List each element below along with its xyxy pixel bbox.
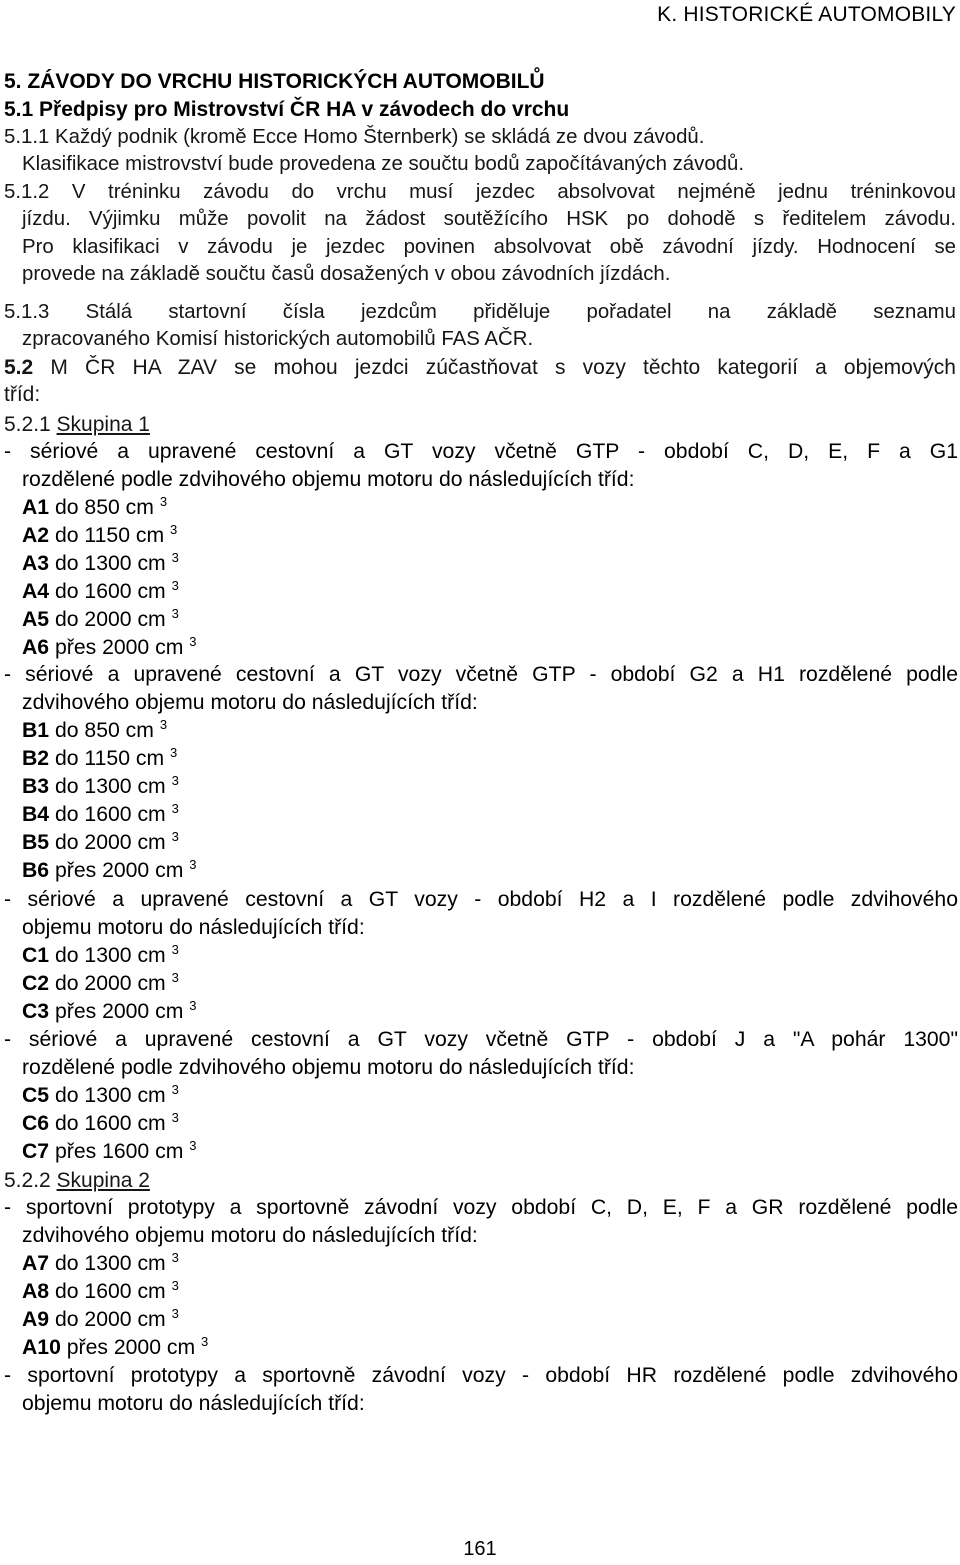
unit-exponent: 3 (189, 1138, 197, 1153)
class-code: C7 (22, 1140, 50, 1163)
class-limit: do 1300 cm (49, 775, 166, 798)
unit-exponent: 3 (189, 857, 197, 872)
paragraph-5-1-2 (4, 179, 956, 288)
class-limit: do 1150 cm (49, 747, 165, 770)
class-limit: do 1600 cm (49, 580, 166, 603)
class-code: A5 (22, 608, 50, 631)
class-code: A9 (22, 1308, 50, 1331)
class-item (22, 829, 958, 857)
category-line: rozdělené podle zdvihového objemu motoru do následujících tříd: (22, 1056, 635, 1079)
class-item (22, 717, 958, 745)
class-item (22, 606, 958, 634)
class-code: A3 (22, 552, 50, 575)
category-line: - sériové a upravené cestovní a GT vozy včetně GTP - období C, D, E, F a G1 (4, 440, 958, 463)
category-line: objemu motoru do následujících tříd: (22, 1392, 365, 1415)
category-block (4, 1194, 958, 1362)
running-header: K. HISTORICKÉ AUTOMOBILY (657, 3, 956, 26)
unit-exponent: 3 (171, 773, 179, 788)
unit-exponent: 3 (170, 745, 178, 760)
class-code: C5 (22, 1084, 50, 1107)
class-limit: do 2000 cm (49, 831, 166, 854)
group-title: Skupina 1 (56, 413, 150, 436)
class-item (22, 522, 958, 550)
class-item (22, 578, 958, 606)
text-line: Pro klasifikaci v závodu je jezdec povinen absolvovat obě závodní jízdy. Hodnocení se (22, 235, 956, 258)
text-line: provede na základě součtu časů dosažených v obou závodních jízdách. (22, 262, 671, 285)
class-code: A10 (22, 1336, 61, 1359)
class-limit: do 1600 cm (49, 1280, 166, 1303)
class-item (22, 550, 958, 578)
unit-exponent: 3 (171, 1306, 179, 1321)
unit-exponent: 3 (171, 550, 179, 565)
unit-exponent: 3 (201, 1334, 209, 1349)
class-item (22, 1334, 958, 1362)
unit-exponent: 3 (170, 522, 178, 537)
unit-exponent: 3 (159, 494, 168, 509)
text-line: 5.1.3 Stálá startovní čísla jezdcům přiděluje pořadatel na základě seznamu (4, 301, 956, 323)
section-number: 5.2.1 (4, 413, 57, 436)
text-line: 5.1.2 V tréninku závodu do vrchu musí jezdec absolvovat nejméně jednu tréninkovou (4, 181, 956, 203)
text-line: jízdu. Výjimku může povolit na žádost soutěžícího HSK po dohodě s ředitelem závodu. (22, 208, 956, 231)
class-item (22, 942, 958, 970)
class-code: B5 (22, 831, 50, 854)
class-list (4, 1082, 958, 1166)
class-code: B6 (22, 859, 50, 882)
class-limit: do 2000 cm (49, 608, 166, 631)
heading-5-2-1 (4, 411, 956, 438)
class-limit: do 1600 cm (49, 1112, 166, 1135)
paragraph-5-1-3 (4, 299, 956, 354)
category-block (4, 1362, 958, 1418)
unit-exponent: 3 (171, 1082, 179, 1097)
class-limit: přes 2000 cm (49, 1000, 184, 1023)
category-line: zdvihového objemu motoru do následujících tříd: (22, 1224, 478, 1247)
class-limit: do 2000 cm (49, 1308, 166, 1331)
unit-exponent: 3 (171, 829, 179, 844)
category-block (4, 661, 958, 885)
group-title: Skupina 2 (56, 1169, 150, 1192)
unit-exponent: 3 (171, 1250, 179, 1265)
class-item (22, 1250, 958, 1278)
unit-exponent: 3 (189, 634, 197, 649)
category-line: rozdělené podle zdvihového objemu motoru do následujících tříd: (22, 468, 635, 491)
category-line: zdvihového objemu motoru do následujících tříd: (22, 691, 478, 714)
unit-exponent: 3 (171, 942, 179, 957)
unit-exponent: 3 (171, 1278, 179, 1293)
class-limit: přes 2000 cm (60, 1336, 196, 1359)
unit-exponent: 3 (189, 998, 197, 1013)
text-line: zpracovaného Komisí historických automobilů FAS AČR. (22, 328, 534, 351)
class-list (4, 494, 958, 662)
class-code: C1 (22, 944, 50, 967)
class-list (4, 717, 958, 885)
class-limit: do 1600 cm (49, 803, 166, 826)
class-code: C3 (22, 1000, 50, 1023)
class-code: A1 (22, 496, 50, 519)
class-item (22, 857, 958, 885)
titles (4, 68, 569, 124)
category-block (4, 886, 958, 1026)
class-item (22, 1110, 958, 1138)
section-title: 5.1 Předpisy pro Mistrovství ČR HA v závodech do vrchu (4, 98, 570, 121)
unit-exponent: 3 (171, 1110, 179, 1125)
class-limit: do 1150 cm (49, 524, 165, 547)
class-code: C2 (22, 972, 50, 995)
class-code: A2 (22, 524, 50, 547)
class-limit: přes 2000 cm (49, 636, 184, 659)
chapter-title: 5. ZÁVODY DO VRCHU HISTORICKÝCH AUTOMOBILŮ (4, 70, 545, 93)
category-line: - sériové a upravené cestovní a GT vozy včetně GTP - období J a "A pohár 1300" (4, 1028, 958, 1051)
class-list (4, 1250, 958, 1362)
paragraph-5-1-1 (4, 124, 956, 179)
class-code: A6 (22, 636, 50, 659)
page-number: 161 (463, 1538, 497, 1560)
class-code: A7 (22, 1252, 50, 1275)
unit-exponent: 3 (171, 801, 179, 816)
class-code: A4 (22, 580, 50, 603)
category-line: - sériové a upravené cestovní a GT vozy - období H2 a I rozdělené podle zdvihového (4, 888, 958, 911)
class-limit: do 2000 cm (49, 972, 166, 995)
class-item (22, 1306, 958, 1334)
class-limit: do 1300 cm (49, 1252, 166, 1275)
category-line: - sportovní prototypy a sportovně závodní vozy období C, D, E, F a GR rozdělené podle (4, 1196, 958, 1219)
category-block (4, 438, 958, 662)
class-item (22, 1278, 958, 1306)
category-line: - sériové a upravené cestovní a GT vozy včetně GTP - období G2 a H1 rozdělené podle (4, 663, 958, 686)
class-code: B2 (22, 747, 50, 770)
section-number: 5.2 (4, 356, 34, 379)
class-item (22, 998, 958, 1026)
class-item (22, 634, 958, 662)
unit-exponent: 3 (171, 970, 179, 985)
text-line: Klasifikace mistrovství bude provedena ze součtu bodů započítávaných závodů. (22, 153, 745, 176)
class-limit: přes 2000 cm (49, 859, 184, 882)
class-item (22, 1082, 958, 1110)
class-code: A8 (22, 1280, 50, 1303)
heading-5-2-2 (4, 1167, 956, 1194)
class-item (22, 773, 958, 801)
class-code: C6 (22, 1112, 50, 1135)
category-line: - sportovní prototypy a sportovně závodní vozy - období HR rozdělené podle zdvihového (4, 1364, 958, 1387)
class-code: B1 (22, 719, 50, 742)
unit-exponent: 3 (159, 717, 168, 732)
unit-exponent: 3 (171, 578, 179, 593)
class-limit: do 1300 cm (49, 1084, 166, 1107)
class-limit: přes 1600 cm (49, 1140, 184, 1163)
category-block (4, 1026, 958, 1166)
class-item (22, 745, 958, 773)
class-item (22, 1138, 958, 1166)
class-limit: do 1300 cm (49, 552, 166, 575)
class-item (22, 801, 958, 829)
class-code: B4 (22, 803, 50, 826)
class-limit: do 1300 cm (49, 944, 166, 967)
class-item (22, 494, 958, 522)
class-limit: do 850 cm (49, 496, 154, 519)
text-line: M ČR HA ZAV se mohou jezdci zúčastňovat s vozy těchto kategorií a objemových (33, 356, 956, 379)
class-code: B3 (22, 775, 50, 798)
unit-exponent: 3 (171, 606, 179, 621)
text-line: 5.1.1 Každý podnik (kromě Ecce Homo Šternberk) se skládá ze dvou závodů. (4, 126, 705, 148)
paragraph-5-2 (4, 354, 956, 409)
section-number: 5.2.2 (4, 1169, 57, 1192)
class-item (22, 970, 958, 998)
class-limit: do 850 cm (49, 719, 154, 742)
text-line: tříd: (4, 383, 41, 407)
class-list (4, 942, 958, 1026)
category-line: objemu motoru do následujících tříd: (22, 916, 365, 939)
